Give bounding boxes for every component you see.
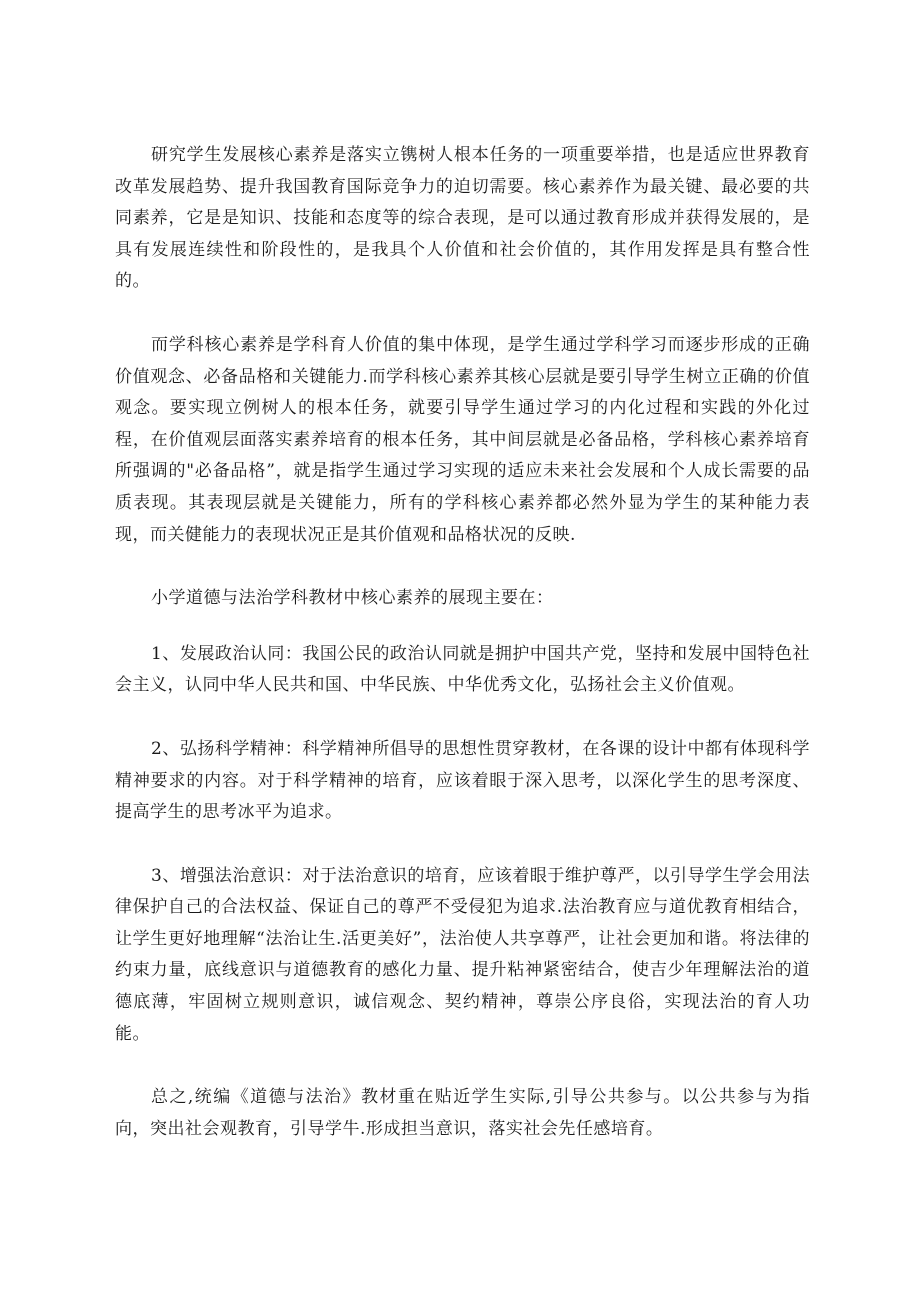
paragraph-scientific-spirit: 2、弘扬科学精神：科学精神所倡导的思想性贯穿教材，在各课的设计中都有体现科学精神要求的内容。对于科学精神的培育，应该着眼于深入思考，以深化学生的思考深度、提高学生的思考冰平为追求。 <box>115 738 810 823</box>
document-body <box>115 140 810 1177</box>
paragraph-conclusion: 总之,统编《道德与法治》教材重在贴近学生实际,引导公共参与。以公共参与为指向，突出社会观教育，引导学牛.形成担当意识，落实社会先任感培育。 <box>115 1087 810 1139</box>
paragraph-rule-of-law: 3、增强法治意识：对于法治意识的培育，应该着眼于维护尊严，以引导学生学会用法律保护自己的合法权益、保证自己的尊严不受侵犯为追求.法治教育应与道优教育相结合，让学生更好地理解“法治让生.活更美好”，法治使人共享尊严，让社会更加和谐。将法律的约束力量，底线意识与道德教育的感化力量、提升粘神紧密结合，使吉少年理解法治的道德底薄，牢固树立规则意识，诚信观念、契约精神，尊崇公序良俗，实现法治的育人功能。 <box>115 865 810 1044</box>
paragraph-political-identity: 1、发展政治认同：我国公民的政治认同就是拥护中国共产党，坚持和发展中国特色社会主义，认同中华人民共和国、中华民族、中华优秀文化，弘扬社会主义价值观。 <box>115 643 810 696</box>
paragraph-textbook-manifestation: 小学道德与法治学科教材中核心素养的展现主要在： <box>151 588 554 609</box>
paragraph-core-literacy-intro: 研究学生发展核心素养是落实立镌树人根本任务的一项重要举措，也是适应世界教育改革发展趋势、提升我国教育国际竞争力的迫切需要。核心素养作为最关键、最必要的共同素养，它是是知识、技能和态度等的综合表现，是可以通过教育形成并获得发展的，是具有发展连续性和阶段性的，是我具个人价值和社会价值的，其作用发挥是具有整合性的。 <box>115 145 810 292</box>
paragraph-subject-core-literacy: 而学科核心素养是学科育人价值的集中体现，是学生通过学科学习而逐步形成的正确价值观念、必备品格和关键能力.而学科核心素养其核心层就是要引导学生树立正确的价值观念。要实现立例树人的根本任务，就要引导学生通过学习的内化过程和实践的外化过程，在价值观层面落实素养培育的根本任务，其中间层就是必备品格，学科核心素养培育所强调的"必备品格”，就是指学生通过学习实现的适应未来社会发展和个人成长需要的品质表现。其表现层就是关键能力，所有的学科核心素养都必然外显为学生的某种能力表现，而关健能力的表现状况正是其价值观和品格状况的反映. <box>115 334 810 545</box>
